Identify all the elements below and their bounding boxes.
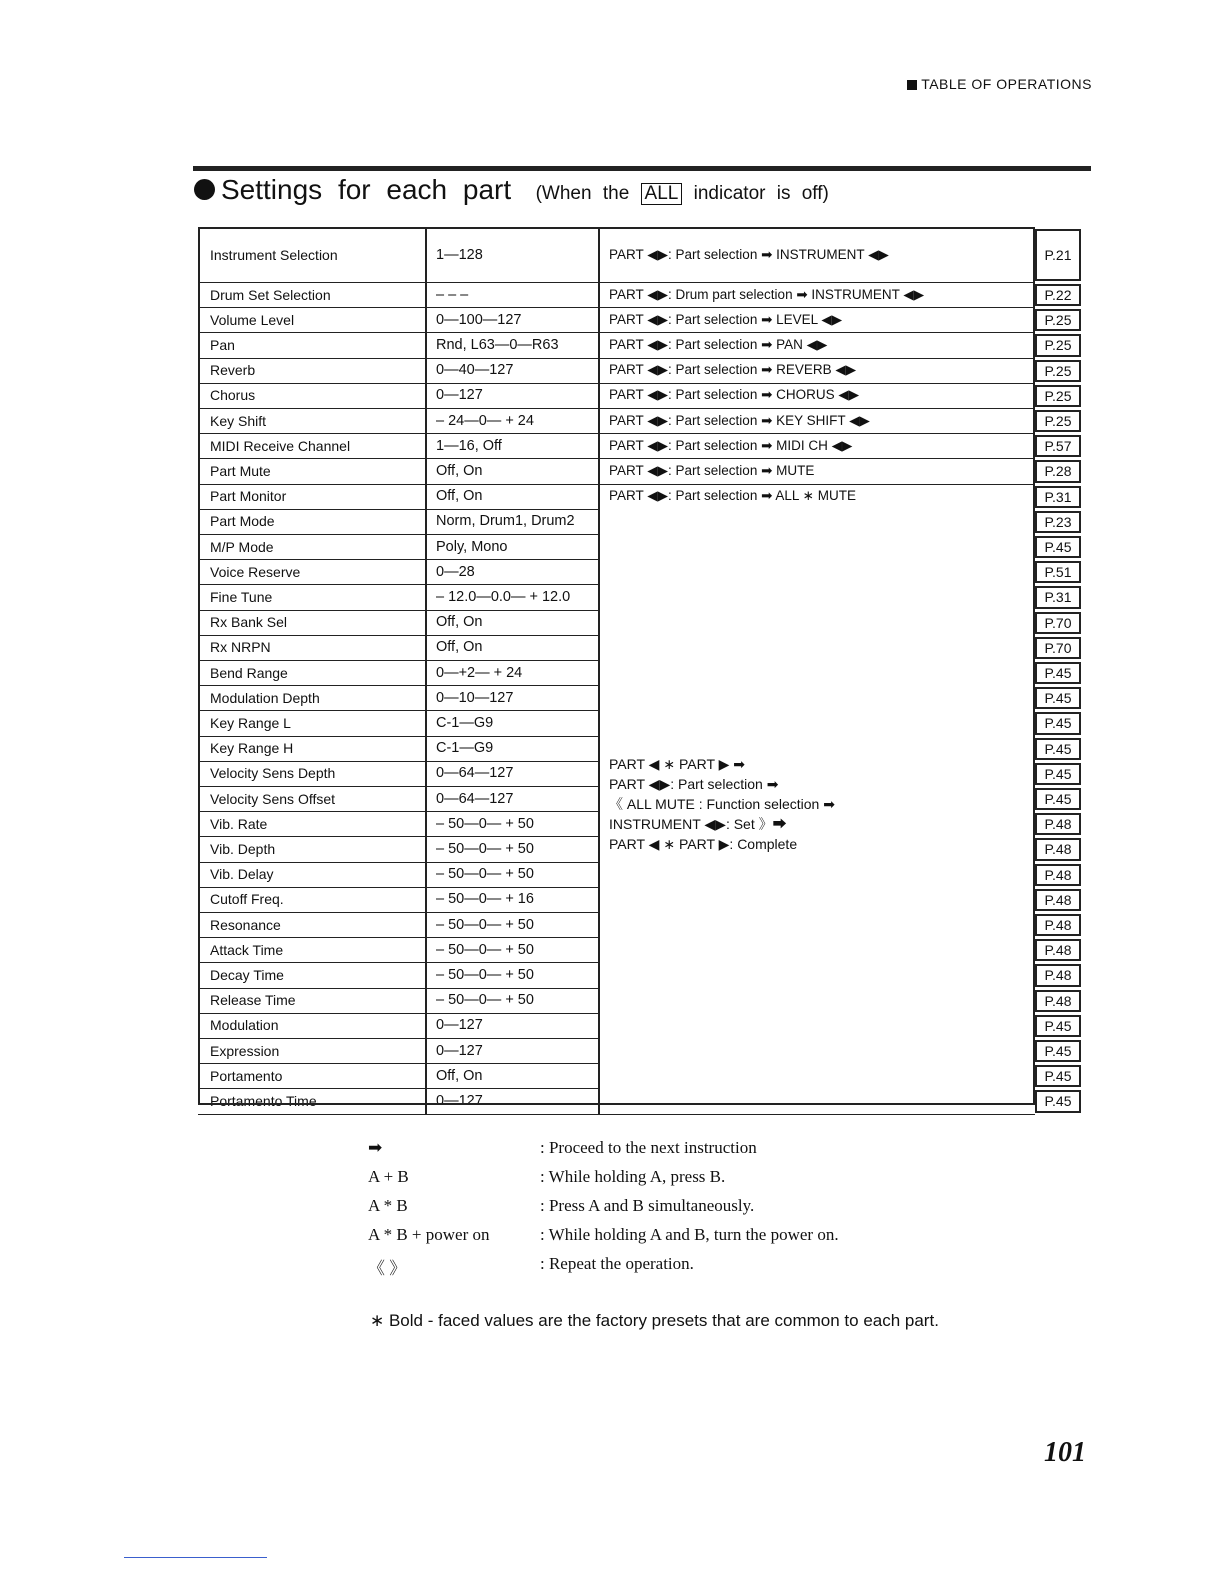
param-name: Modulation Depth [198,685,427,710]
value-range: – – – [427,282,600,307]
top-rule [193,166,1091,171]
value-range: 0—127 [427,383,600,408]
table-row [198,458,1035,484]
bullet-icon [194,179,215,200]
page-ref: P.45 [1035,536,1081,558]
value-range: – 50—0— + 50 [427,962,600,987]
param-name: Part Monitor [198,484,427,509]
operation: PART ◀▶: Part selection ➡ LEVEL ◀▶ [609,311,843,327]
page-ref: P.48 [1035,939,1081,961]
param-name: Vib. Rate [198,811,427,836]
page-ref: P.31 [1035,586,1081,608]
page-ref: P.48 [1035,838,1081,860]
page-ref: P.21 [1035,229,1081,281]
value-range: 0—100—127 [427,307,600,332]
param-name: MIDI Receive Channel [198,433,427,458]
page-ref: P.70 [1035,637,1081,659]
value-range: 0—64—127 [427,786,600,811]
page-ref: P.48 [1035,990,1081,1012]
page-ref: P.22 [1035,284,1081,306]
value-range: – 50—0— + 16 [427,887,600,912]
value-range: C-1—G9 [427,710,600,735]
value-range: Off, On [427,1063,600,1088]
value-range: – 50—0— + 50 [427,937,600,962]
operation: PART ◀▶: Part selection ➡ CHORUS ◀▶ [609,387,860,403]
value-range: Rnd, L63—0—R63 [427,332,600,357]
value-range: – 50—0— + 50 [427,836,600,861]
table-row [198,408,1035,434]
param-name: Cutoff Freq. [198,887,427,912]
param-name: Volume Level [198,307,427,332]
value-range: 0—127 [427,1088,600,1113]
param-name: Instrument Selection [198,227,427,282]
page-ref: P.45 [1035,763,1081,785]
param-name: Velocity Sens Depth [198,761,427,786]
param-name: Bend Range [198,660,427,685]
param-name: Key Range L [198,710,427,735]
param-name: Modulation [198,1013,427,1038]
param-name: M/P Mode [198,534,427,559]
value-range: C-1—G9 [427,736,600,761]
table-row [198,332,1035,358]
page-ref: P.48 [1035,964,1081,986]
param-name: Portamento Time [198,1088,427,1113]
param-name: Velocity Sens Offset [198,786,427,811]
param-name: Voice Reserve [198,559,427,584]
param-name: Release Time [198,988,427,1013]
page-ref: P.48 [1035,864,1081,886]
merged-operation-text: PART ◀ ∗ PART ▶ ➡ PART ◀▶: Part selection ➡ 《 ALL MUTE : Function selection ➡ INSTRUMENT ◀▶: Set 》➡ PART ◀ ∗ PART ▶: Complete [609,756,835,852]
page-ref: P.48 [1035,889,1081,911]
value-range: – 50—0— + 50 [427,912,600,937]
page-ref: P.51 [1035,561,1081,583]
value-range: – 50—0— + 50 [427,811,600,836]
page-ref: P.45 [1035,1015,1081,1037]
operation: PART ◀▶: Part selection ➡ KEY SHIFT ◀▶ [609,412,870,428]
page-ref: P.48 [1035,813,1081,835]
table-row [198,282,1035,308]
value-range: 1—16, Off [427,433,600,458]
table-row [198,433,1035,459]
value-range: Poly, Mono [427,534,600,559]
operation: PART ◀▶: Part selection ➡ PAN ◀▶ [609,336,828,352]
page-ref: P.31 [1035,486,1081,508]
param-name: Vib. Delay [198,862,427,887]
value-range: 0—10—127 [427,685,600,710]
table-row [198,227,1035,283]
param-name: Part Mode [198,509,427,534]
section-header: TABLE OF OPERATIONS [907,76,1092,92]
bottom-link-line [124,1557,267,1558]
value-range: 1—128 [427,227,600,282]
param-name: Decay Time [198,962,427,987]
page-ref: P.45 [1035,687,1081,709]
table-row [198,383,1035,409]
footnote: ∗ Bold - faced values are the factory presets that are common to each part. [370,1311,939,1330]
param-name: Chorus [198,383,427,408]
value-range: – 12.0—0.0— + 12.0 [427,584,600,609]
param-name: Resonance [198,912,427,937]
param-name: Expression [198,1038,427,1063]
page-ref: P.45 [1035,1090,1081,1112]
value-range: Off, On [427,610,600,635]
operation: PART ◀▶: Part selection ➡ ALL ∗ MUTE [609,488,856,504]
table-row [198,358,1035,384]
page-ref: P.45 [1035,662,1081,684]
page-ref: P.45 [1035,738,1081,760]
param-name: Fine Tune [198,584,427,609]
value-range: – 50—0— + 50 [427,862,600,887]
value-range: 0—64—127 [427,761,600,786]
page-ref: P.25 [1035,309,1081,331]
page-ref: P.48 [1035,914,1081,936]
param-name: Key Shift [198,408,427,433]
page-ref: P.25 [1035,410,1081,432]
param-name: Attack Time [198,937,427,962]
page-ref: P.28 [1035,460,1081,482]
value-range: 0—40—127 [427,358,600,383]
value-range: – 24—0— + 24 [427,408,600,433]
operation: PART ◀▶: Drum part selection ➡ INSTRUMENT ◀▶ [609,286,925,302]
param-name: Reverb [198,358,427,383]
value-range: 0—+2— + 24 [427,660,600,685]
value-range: Off, On [427,484,600,509]
value-range: – 50—0— + 50 [427,988,600,1013]
page-ref: P.45 [1035,712,1081,734]
value-range: Off, On [427,635,600,660]
value-range: 0—28 [427,559,600,584]
value-range: Off, On [427,458,600,483]
param-name: Drum Set Selection [198,282,427,307]
page-number: 101 [1044,1437,1086,1468]
value-range: 0—127 [427,1038,600,1063]
page-title: Settings for each part (When the ALL indicator is off) [194,174,829,206]
operation: PART ◀▶: Part selection ➡ MIDI CH ◀▶ [609,437,853,453]
page-ref: P.45 [1035,1040,1081,1062]
value-range: 0—127 [427,1013,600,1038]
param-name: Rx NRPN [198,635,427,660]
operation: PART ◀▶: Part selection ➡ MUTE [609,462,815,478]
operation: PART ◀▶: Part selection ➡ REVERB ◀▶ [609,362,857,378]
page-ref: P.57 [1035,435,1081,457]
param-name: Vib. Depth [198,836,427,861]
page-ref: P.23 [1035,511,1081,533]
param-name: Pan [198,332,427,357]
param-name: Part Mute [198,458,427,483]
page-ref: P.25 [1035,360,1081,382]
value-range: Norm, Drum1, Drum2 [427,509,600,534]
page-ref: P.25 [1035,385,1081,407]
param-name: Portamento [198,1063,427,1088]
page-ref: P.45 [1035,1065,1081,1087]
operation: PART ◀▶: Part selection ➡ INSTRUMENT ◀▶ [609,246,889,262]
page-ref: P.45 [1035,788,1081,810]
param-name: Rx Bank Sel [198,610,427,635]
all-indicator-key: ALL [641,183,683,205]
page-ref: P.70 [1035,612,1081,634]
param-name: Key Range H [198,736,427,761]
page-ref: P.25 [1035,334,1081,356]
table-row [198,307,1035,333]
